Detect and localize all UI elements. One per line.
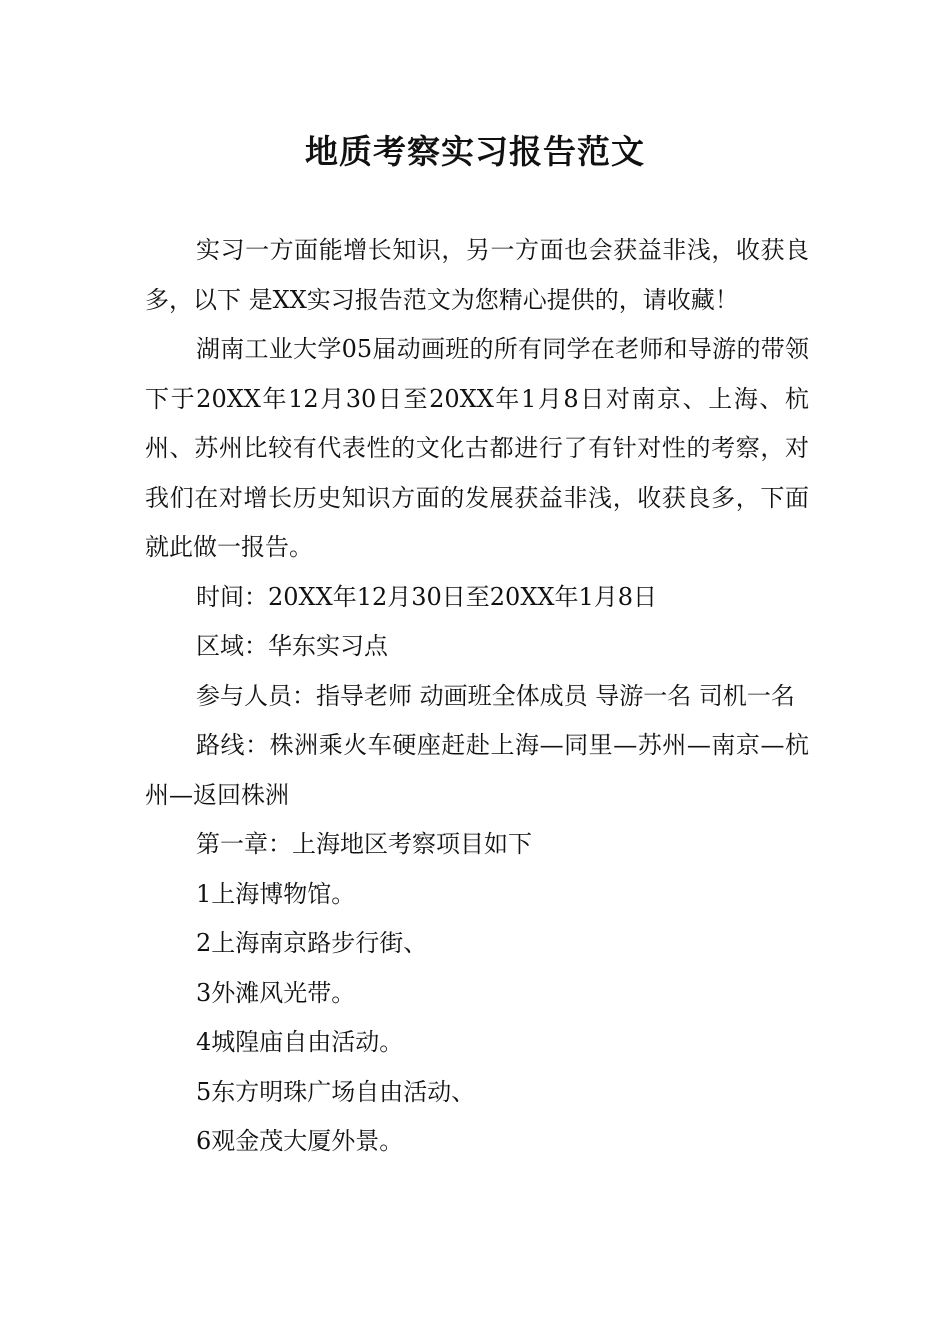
paragraph-region: 区域：华东实习点	[196, 632, 388, 660]
list-item: 3外滩风光带。	[196, 978, 356, 1007]
list-item: 1上海博物馆。	[196, 879, 356, 908]
document-body	[145, 226, 809, 1167]
paragraph-intro: 实习一方面能增长知识，另一方面也会获益非浅，收获良多，以下 是XX实习报告范文为您精心提供的，请收藏！	[145, 236, 809, 314]
list-item: 6观金茂大厦外景。	[196, 1127, 404, 1155]
list-item: 4城隍庙自由活动。	[196, 1028, 404, 1056]
list-item: 2上海南京路步行街、	[196, 929, 428, 957]
document-title: 地质考察实习报告范文	[305, 132, 645, 171]
paragraph-overview: 湖南工业大学05届动画班的所有同学在老师和导游的带领下于20XX年12月30日至20XX年1月8日对南京、上海、杭州、苏州比较有代表性的文化古都进行了有针对性的考察，对我们在对增长历史知识方面的发展获益非浅，收获良多，下面就此做一报告。	[145, 335, 809, 561]
paragraph-time: 时间：20XX年12月30日至20XX年1月8日	[196, 582, 658, 611]
paragraph-route: 路线：株洲乘火车硬座赶赴上海—同里—苏州—南京—杭州—返回株洲	[145, 731, 809, 809]
paragraph-chapter-one: 第一章：上海地区考察项目如下	[196, 830, 532, 858]
paragraph-participants: 参与人员：指导老师 动画班全体成员 导游一名 司机一名	[196, 681, 795, 710]
list-item: 5东方明珠广场自由活动、	[196, 1077, 476, 1106]
